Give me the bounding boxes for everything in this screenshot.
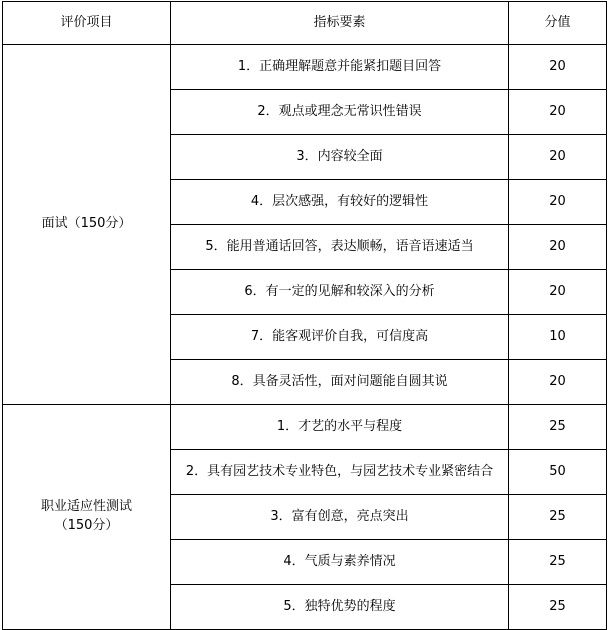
detail-cell: 1．才艺的水平与程度	[171, 405, 509, 450]
score-cell: 20	[509, 135, 607, 180]
score-cell: 20	[509, 45, 607, 90]
detail-cell: 3．富有创意，亮点突出	[171, 495, 509, 540]
table-row	[3, 405, 607, 450]
detail-cell: 1．正确理解题意并能紧扣题目回答	[171, 45, 509, 90]
score-cell: 25	[509, 585, 607, 630]
score-cell: 20	[509, 225, 607, 270]
detail-cell: 8．具备灵活性，面对问题能自圆其说	[171, 360, 509, 405]
table-header	[3, 2, 607, 45]
detail-cell: 4．层次感强，有较好的逻辑性	[171, 180, 509, 225]
group-label-line1: 职业适应性测试	[40, 499, 132, 515]
column-header-item: 评价项目	[3, 2, 171, 45]
detail-cell: 4．气质与素养情况	[171, 540, 509, 585]
score-cell: 20	[509, 90, 607, 135]
score-cell: 20	[509, 270, 607, 315]
table-body	[3, 45, 607, 630]
group-label-line2: （150分）	[54, 518, 119, 533]
table-header-row	[3, 2, 607, 45]
group-label-interview: 面试（150分）	[3, 45, 171, 405]
detail-cell: 5．能用普通话回答，表达顺畅，语音语速适当	[171, 225, 509, 270]
score-cell: 25	[509, 540, 607, 585]
score-cell: 20	[509, 180, 607, 225]
detail-cell: 2．观点或理念无常识性错误	[171, 90, 509, 135]
detail-cell: 7．能客观评价自我，可信度高	[171, 315, 509, 360]
group-label-aptitude	[3, 405, 171, 630]
detail-cell: 3．内容较全面	[171, 135, 509, 180]
table-row	[3, 45, 607, 90]
score-cell: 25	[509, 405, 607, 450]
detail-cell: 2．具有园艺技术专业特色，与园艺技术专业紧密结合	[171, 450, 509, 495]
evaluation-table	[2, 1, 607, 630]
column-header-detail: 指标要素	[171, 2, 509, 45]
score-cell: 10	[509, 315, 607, 360]
score-cell: 20	[509, 360, 607, 405]
column-header-score: 分值	[509, 2, 607, 45]
score-cell: 50	[509, 450, 607, 495]
score-cell: 25	[509, 495, 607, 540]
detail-cell: 6．有一定的见解和较深入的分析	[171, 270, 509, 315]
detail-cell: 5．独特优势的程度	[171, 585, 509, 630]
